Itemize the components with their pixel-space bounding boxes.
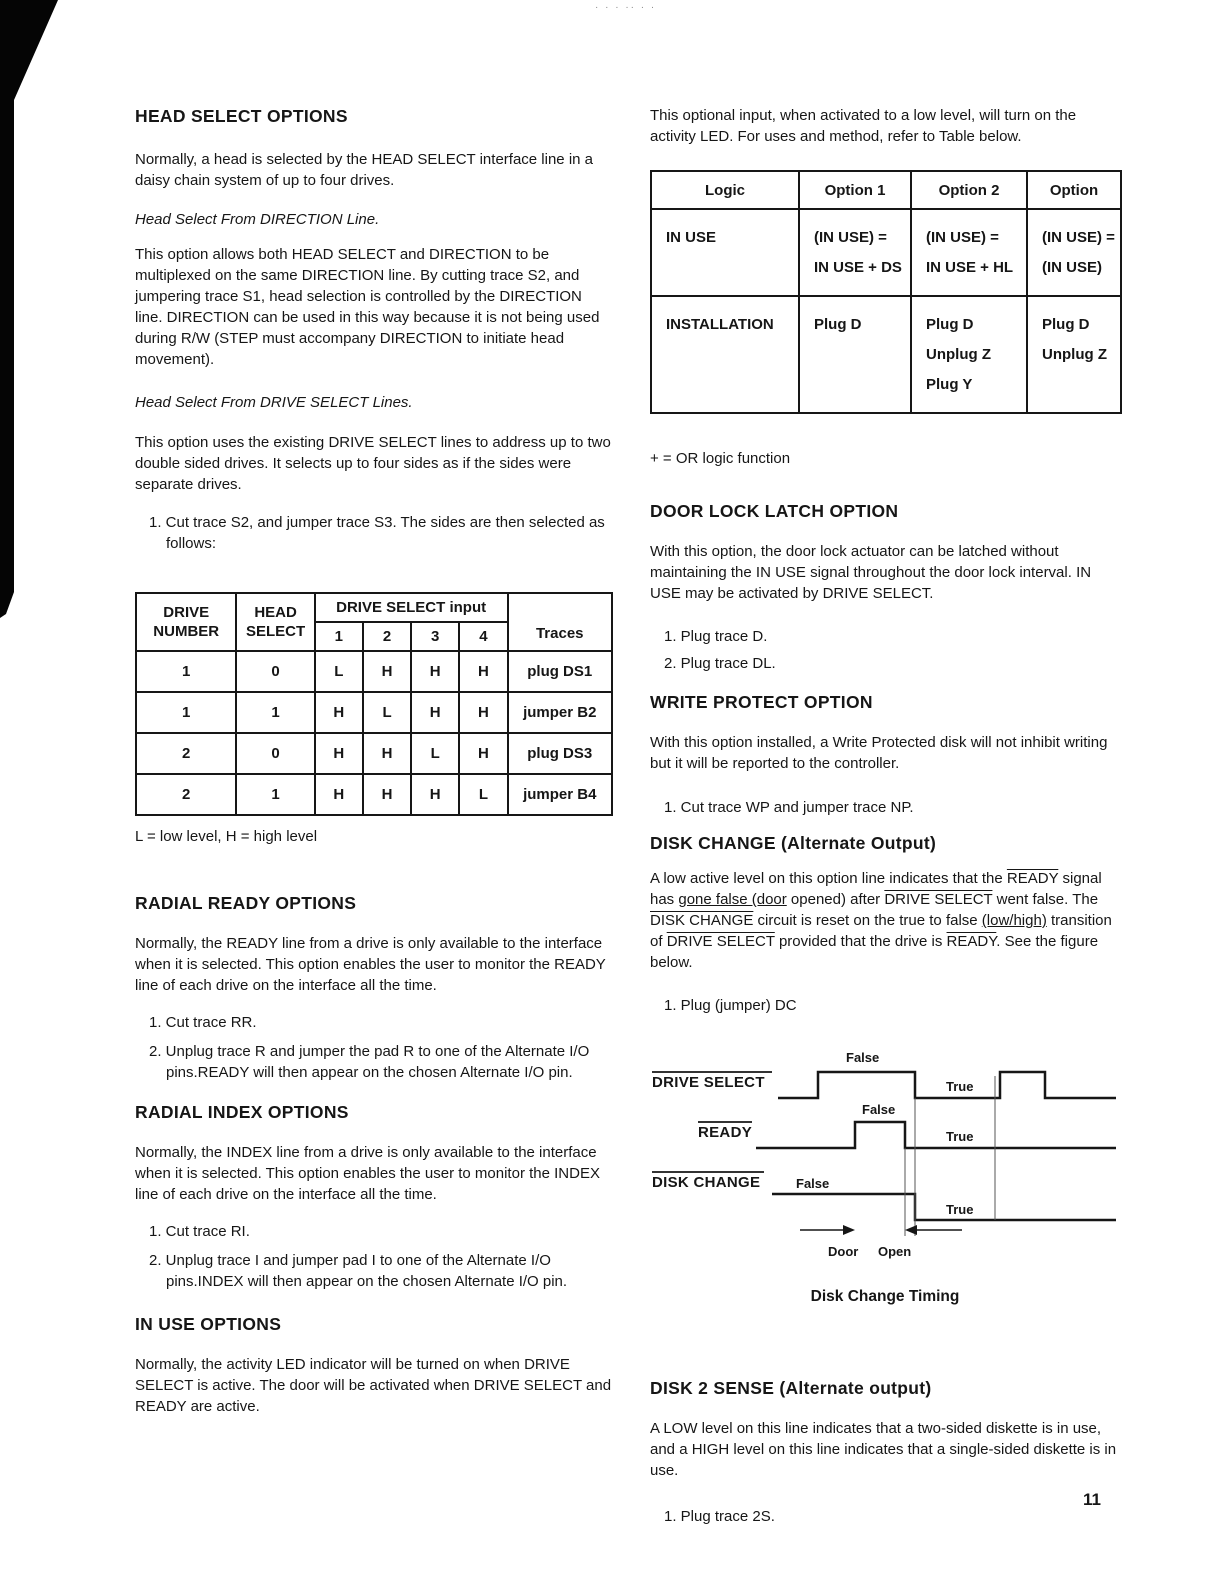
cell-ds1: L [315,651,363,692]
paragraph: With this option, the door lock actuator can be latched without maintaining the IN USE signal throughout the door lock interval. IN USE may be activated by DRIVE SELECT. [650,543,1092,602]
table-header-traces: Traces [508,593,613,651]
drive-select-table [135,592,613,816]
cell-ds3: H [411,774,459,815]
cell-line: INSTALLATION [666,316,774,333]
section-heading-head-select: HEAD SELECT OPTIONS [135,106,348,126]
cell-ds3: H [411,651,459,692]
table-row [651,209,1121,296]
cell-line: Plug D [926,316,974,333]
cell-line: IN USE + HL [926,259,1014,276]
scan-artifact-left-edge [0,0,70,630]
cell-option2 [911,296,1027,413]
cell-option3 [1027,209,1121,296]
cell-head: 0 [236,651,314,692]
subheading-drive-select-lines: Head Select From DRIVE SELECT Lines. [135,394,413,411]
list-item: 1. Cut trace RI. [149,1223,250,1240]
cell-line: (IN USE) = [1042,229,1115,246]
header-line: NUMBER [153,623,220,640]
label-false: False [846,1050,880,1065]
text-segment: opened) after [786,891,885,908]
cell-line: IN USE [666,229,717,246]
cell-line: Plug D [1042,316,1090,333]
cell-ds2: H [363,733,411,774]
cell-ds1: H [315,733,363,774]
signal-name-drive-select: DRIVE SELECT [884,891,993,908]
list-item: 2. Unplug trace I and jumper pad I to one of the Alternate I/O pins.INDEX will then appear on the chosen Alternate I/O pin. [149,1252,568,1290]
table-legend: L = low level, H = high level [135,828,318,845]
cell-traces: plug DS1 [508,651,613,692]
section-heading-disk-change: DISK CHANGE (Alternate Output) [650,833,937,853]
label-door: Door [828,1244,859,1259]
figure-caption: Disk Change Timing [810,1288,960,1305]
section-heading-radial-index: RADIAL INDEX OPTIONS [135,1102,349,1122]
cell-drive: 1 [136,692,236,733]
label-true: True [946,1079,974,1094]
text-segment: provided that the drive is [774,933,947,950]
text-segment-underlined: (low/high) [981,912,1047,929]
page-number: 11 [1083,1490,1101,1509]
cell-ds4: H [459,733,507,774]
in-use-options-table [650,170,1122,414]
table-row [136,774,612,815]
cell-option1 [799,209,911,296]
list-item: 2. Plug trace DL. [664,655,776,672]
text-segment: went false. The [992,891,1099,908]
paragraph: Normally, the INDEX line from a drive is only available to the interface when it is selected. This option enables the user to monitor the INDEX line of each drive on the interface all the time. [135,1144,600,1203]
header-line: SELECT [245,623,306,640]
cell-traces: plug DS3 [508,733,613,774]
cell-head: 0 [236,733,314,774]
text-segment: circuit is reset on the true to false [753,912,982,929]
table-header-option3: Option [1027,171,1121,209]
cell-line: Plug Y [926,376,973,393]
cell-ds1: H [315,774,363,815]
table-row [136,651,612,692]
cell-head: 1 [236,692,314,733]
cell-option1 [799,296,911,413]
cell-head: 1 [236,774,314,815]
section-heading-door-lock: DOOR LOCK LATCH OPTION [650,501,899,521]
header-line: DRIVE [163,604,210,621]
cell-line: Unplug Z [926,346,991,363]
paragraph: This optional input, when activated to a low level, will turn on the activity LED. For uses and method, refer to Table below. [650,107,1077,145]
cell-ds2: H [363,774,411,815]
cell-ds1: H [315,692,363,733]
subheading-direction-line: Head Select From DIRECTION Line. [135,211,380,228]
cell-line: Plug D [814,316,862,333]
cell-line: (IN USE) [1042,259,1102,276]
signal-label-disk-change: DISK CHANGE [652,1174,761,1191]
cell-ds4: L [459,774,507,815]
signal-name-drive-select: DRIVE SELECT [666,933,775,950]
label-false: False [796,1176,830,1191]
table-header-drive-select-input: DRIVE SELECT input [315,593,508,622]
text-segment: transition of [650,912,1112,950]
cell-traces: jumper B4 [508,774,613,815]
cell-ds2: L [363,692,411,733]
text-segment-underlined: gone false (door [678,891,787,908]
list-item: 1. Plug trace 2S. [664,1508,775,1525]
label-false: False [862,1102,896,1117]
scan-artifact-dots: · · · ·· · · [595,2,657,13]
text-segment: . See the figure below. [650,933,1099,971]
signal-label-drive-select: DRIVE SELECT [652,1074,765,1091]
cell-ds3: L [411,733,459,774]
paragraph: A LOW level on this line indicates that a two-sided diskette is in use, and a HIGH level on this line indicates that a single-sided diskette is in use. [650,1420,1117,1479]
section-heading-radial-ready: RADIAL READY OPTIONS [135,893,357,913]
cell-line: (IN USE) = [814,229,887,246]
cell-ds4: H [459,692,507,733]
signal-name-ready: READY [946,933,997,950]
table-row [136,733,612,774]
cell-option3 [1027,296,1121,413]
list-item: 1. Cut trace RR. [149,1014,257,1031]
paragraph: Normally, a head is selected by the HEAD SELECT interface line in a daisy chain system of up to four drives. [135,151,593,189]
paragraph: This option uses the existing DRIVE SELECT lines to address up to two double sided drives. It selects up to four sides as if the sides were separate drives. [135,434,611,493]
list-item: 1. Plug trace D. [664,628,768,645]
table-header-logic: Logic [651,171,799,209]
right-column [650,105,1120,1527]
text-segment: signal has [650,870,1102,908]
list-item: 2. Unplug trace R and jumper the pad R to one of the Alternate I/O pins.READY will then appear on the chosen Alternate I/O pin. [149,1043,590,1081]
section-heading-write-protect: WRITE PROTECT OPTION [650,692,873,712]
paragraph: This option allows both HEAD SELECT and DIRECTION to be multiplexed on the same DIRECTION line. By cutting trace S2, and jumpering trace S1, head selection is controlled by the DIRECTION line. DIRECTION can be used in this way because it is not being used during R/W (STEP must accompany DIRECTION to initiate head movement). [135,246,600,368]
paragraph: Normally, the READY line from a drive is only available to the interface when it is selected. This option enables the user to monitor the READY line of each drive on the interface all the time. [135,935,606,994]
list-item: 1. Cut trace WP and jumper trace NP. [664,799,914,816]
paragraph: With this option installed, a Write Protected disk will not inhibit writing but it will be reported to the controller. [650,734,1108,772]
cell-logic-installation [651,296,799,413]
label-open: Open [878,1244,912,1259]
label-true: True [946,1129,974,1144]
section-heading-disk2-sense: DISK 2 SENSE (Alternate output) [650,1378,932,1398]
cell-drive: 2 [136,774,236,815]
label-true: True [946,1202,974,1217]
paragraph: Normally, the activity LED indicator will be turned on when DRIVE SELECT is active. The door will be activated when DRIVE SELECT and READY are active. [135,1356,612,1415]
text-segment: A low active level on this option line indicates that the [650,870,1007,887]
table-row [651,296,1121,413]
list-item: 1. Cut trace S2, and jumper trace S3. The sides are then selected as follows: [149,514,605,552]
table-header-option2: Option 2 [911,171,1027,209]
timing-waveforms [650,1046,1120,1274]
table-row [136,692,612,733]
cell-line: Unplug Z [1042,346,1107,363]
cell-logic-in-use [651,209,799,296]
section-heading-in-use: IN USE OPTIONS [135,1314,282,1334]
table-header-ds4: 4 [459,622,507,651]
disk-change-timing-diagram [650,1046,1120,1274]
table-header-ds1: 1 [315,622,363,651]
list-item: 1. Plug (jumper) DC [664,997,797,1014]
table-header-ds3: 3 [411,622,459,651]
cell-ds3: H [411,692,459,733]
cell-line: IN USE + DS [814,259,902,276]
cell-option2 [911,209,1027,296]
table-header-ds2: 2 [363,622,411,651]
cell-drive: 2 [136,733,236,774]
signal-name-disk-change: DISK CHANGE [650,912,754,929]
left-column [135,105,613,1417]
cell-line: (IN USE) = [926,229,999,246]
cell-ds2: H [363,651,411,692]
table-header-option1: Option 1 [799,171,911,209]
header-line: HEAD [254,604,297,621]
cell-ds4: H [459,651,507,692]
table-header-head-select [236,593,314,651]
signal-label-ready: READY [698,1124,753,1141]
table-header-drive-number [136,593,236,651]
cell-traces: jumper B2 [508,692,613,733]
signal-name-ready: READY [1006,870,1059,887]
cell-drive: 1 [136,651,236,692]
paragraph-disk-change [650,868,1120,973]
or-logic-legend: + = OR logic function [650,450,791,467]
